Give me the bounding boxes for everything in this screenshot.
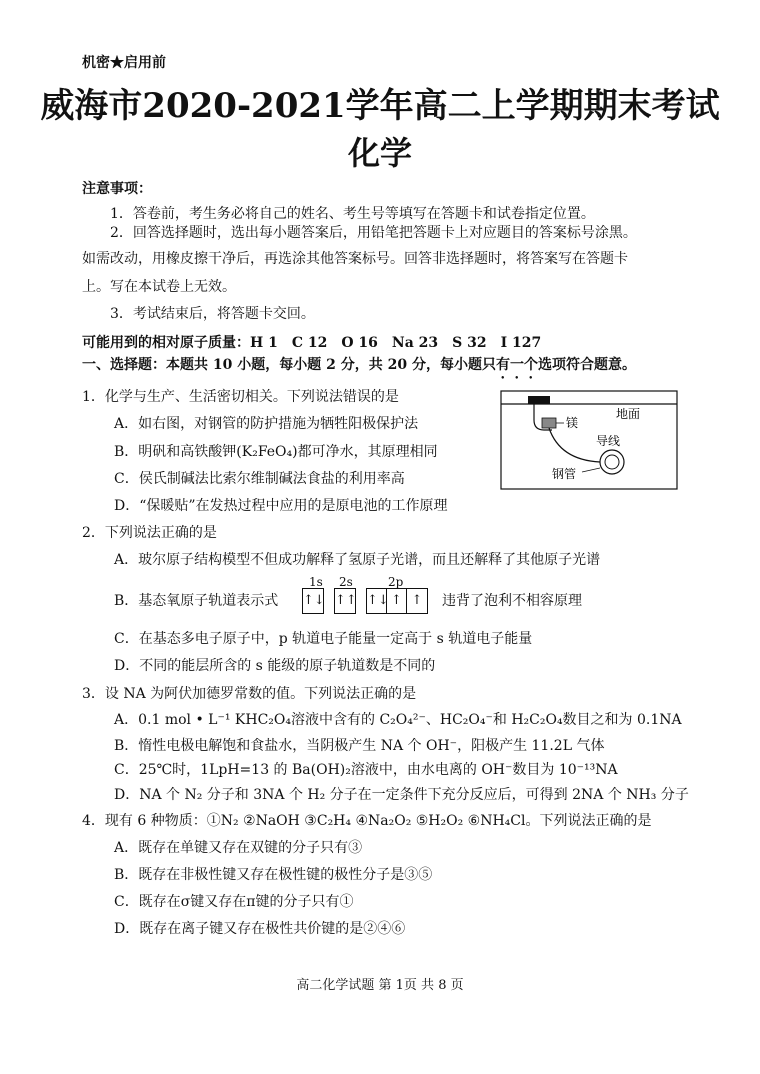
- q1-option-a: A．如右图，对钢管的防护措施为牺牲阳极保护法: [114, 416, 419, 432]
- confidential-label: 机密★启用前: [82, 55, 166, 71]
- wire-label: 导线: [596, 434, 621, 448]
- atomic-masses: 可能用到的相对原子质量：H 1 C 12 O 16 Na 23 S 32 I 127: [82, 335, 542, 351]
- q2-option-a: A．玻尔原子结构模型不但成功解释了氢原子光谱，而且还解释了其他原子光谱: [114, 552, 601, 568]
- orbital-cell: ↑↓: [303, 593, 325, 608]
- notice-item-2-line-3: 上。写在本试卷上无效。: [82, 279, 236, 295]
- orbital-box-2s: [334, 588, 356, 614]
- section-1-text-pre: 一、选择题：本题共 10 小题，每小题 2 分，共 20 分，每小题只: [82, 357, 496, 373]
- orbital-box-1s: [302, 588, 324, 614]
- q4-option-a: A．既存在单键又存在双键的分子只有③: [114, 840, 363, 856]
- subject-title: 化学: [347, 134, 412, 172]
- section-1-heading: [82, 354, 636, 382]
- q4-option-b: B．既存在非极性键又存在极性键的极性分子是③⑤: [114, 867, 433, 883]
- pipe-label: 钢管: [552, 467, 577, 481]
- section-1-text-post: 选项符合题意。: [537, 357, 636, 373]
- q1-stem: 1．化学与生产、生活密切相关。下列说法错误的是: [82, 389, 399, 405]
- orbital-cell: ↑↑: [335, 593, 357, 608]
- q3-option-d: D．NA 个 N₂ 分子和 3NA 个 H₂ 分子在一定条件下充分反应后，可得到 2NA 个 NH₃ 分子: [114, 787, 689, 803]
- orbital-label-2p: 2p: [388, 575, 404, 589]
- q4-stem: 4．现有 6 种物质：①N₂ ②NaOH ③C₂H₄ ④Na₂O₂ ⑤H₂O₂ ⑥NH₄Cl。下列说法正确的是: [82, 813, 652, 829]
- orbital-label-2s: 2s: [339, 575, 353, 589]
- q3-stem: 3．设 NA 为阿伏加德罗常数的值。下列说法正确的是: [82, 686, 417, 702]
- q2-option-c: C．在基态多电子原子中，p 轨道电子能量一定高于 s 轨道电子能量: [114, 631, 533, 647]
- orbital-cell: ↑: [411, 593, 423, 608]
- exam-title: 威海市2020-2021学年高二上学期期末考试: [40, 86, 720, 126]
- mg-block: [542, 418, 556, 428]
- notice-item-1: 1．答卷前，考生务必将自己的姓名、考生号等填写在答题卡和试卷指定位置。: [110, 206, 595, 222]
- notice-item-3: 3．考试结束后，将答题卡交回。: [110, 306, 315, 322]
- q3-option-c: C．25℃时，1LpH=13 的 Ba(OH)₂溶液中，由水电离的 OH⁻数目为 10⁻¹³NA: [114, 762, 618, 778]
- notice-item-2-line-1: 2．回答选择题时，选出每小题答案后，用铅笔把答题卡上对应题目的答案标号涂黑。: [110, 225, 637, 241]
- section-1-emphasis: 有一个: [495, 357, 538, 373]
- q2-option-b-pre: B．基态氧原子轨道表示式: [114, 593, 279, 609]
- q1-corrosion-figure: [500, 390, 678, 490]
- q4-option-c: C．既存在σ键又存在π键的分子只有①: [114, 894, 354, 910]
- figure-frame: [501, 391, 677, 489]
- page-footer: 高二化学试题 第 1页 共 8 页: [296, 978, 464, 993]
- q2-option-d: D．不同的能层所含的 s 能级的原子轨道数是不同的: [114, 658, 436, 674]
- orbital-cell: ↑: [387, 589, 407, 613]
- ground-label: 地面: [616, 407, 641, 421]
- notice-heading: 注意事项：: [82, 181, 152, 197]
- orbital-label-1s: 1s: [309, 575, 323, 589]
- q1-option-c: C．侯氏制碱法比索尔维制碱法食盐的利用率高: [114, 471, 405, 487]
- q3-option-a: A．0.1 mol • L⁻¹ KHC₂O₄溶液中含有的 C₂O₄²⁻、HC₂O₄⁻和 H₂C₂O₄数目之和为 0.1NA: [114, 712, 682, 728]
- orbital-box-2p: [366, 588, 428, 614]
- q1-option-b: B．明矾和高铁酸钾(K₂FeO₄)都可净水，其原理相同: [114, 444, 438, 460]
- mg-label: 镁: [566, 416, 579, 430]
- q1-option-d: D．“保暖贴”在发热过程中应用的是原电池的工作原理: [114, 498, 448, 514]
- q2-option-b-post: 违背了泡利不相容原理: [442, 593, 582, 609]
- q3-option-b: B．惰性电极电解饱和食盐水，当阴极产生 NA 个 OH⁻，阳极产生 11.2L 气体: [114, 738, 605, 754]
- orbital-cell: ↑↓: [367, 589, 387, 613]
- notice-item-2-line-2: 如需改动，用橡皮擦干净后，再选涂其他答案标号。回答非选择题时，将答案写在答题卡: [82, 251, 628, 267]
- q4-option-d: D．既存在离子键又存在极性共价键的是②④⑥: [114, 921, 406, 937]
- mg-terminal: [528, 396, 550, 404]
- q2-stem: 2．下列说法正确的是: [82, 525, 217, 541]
